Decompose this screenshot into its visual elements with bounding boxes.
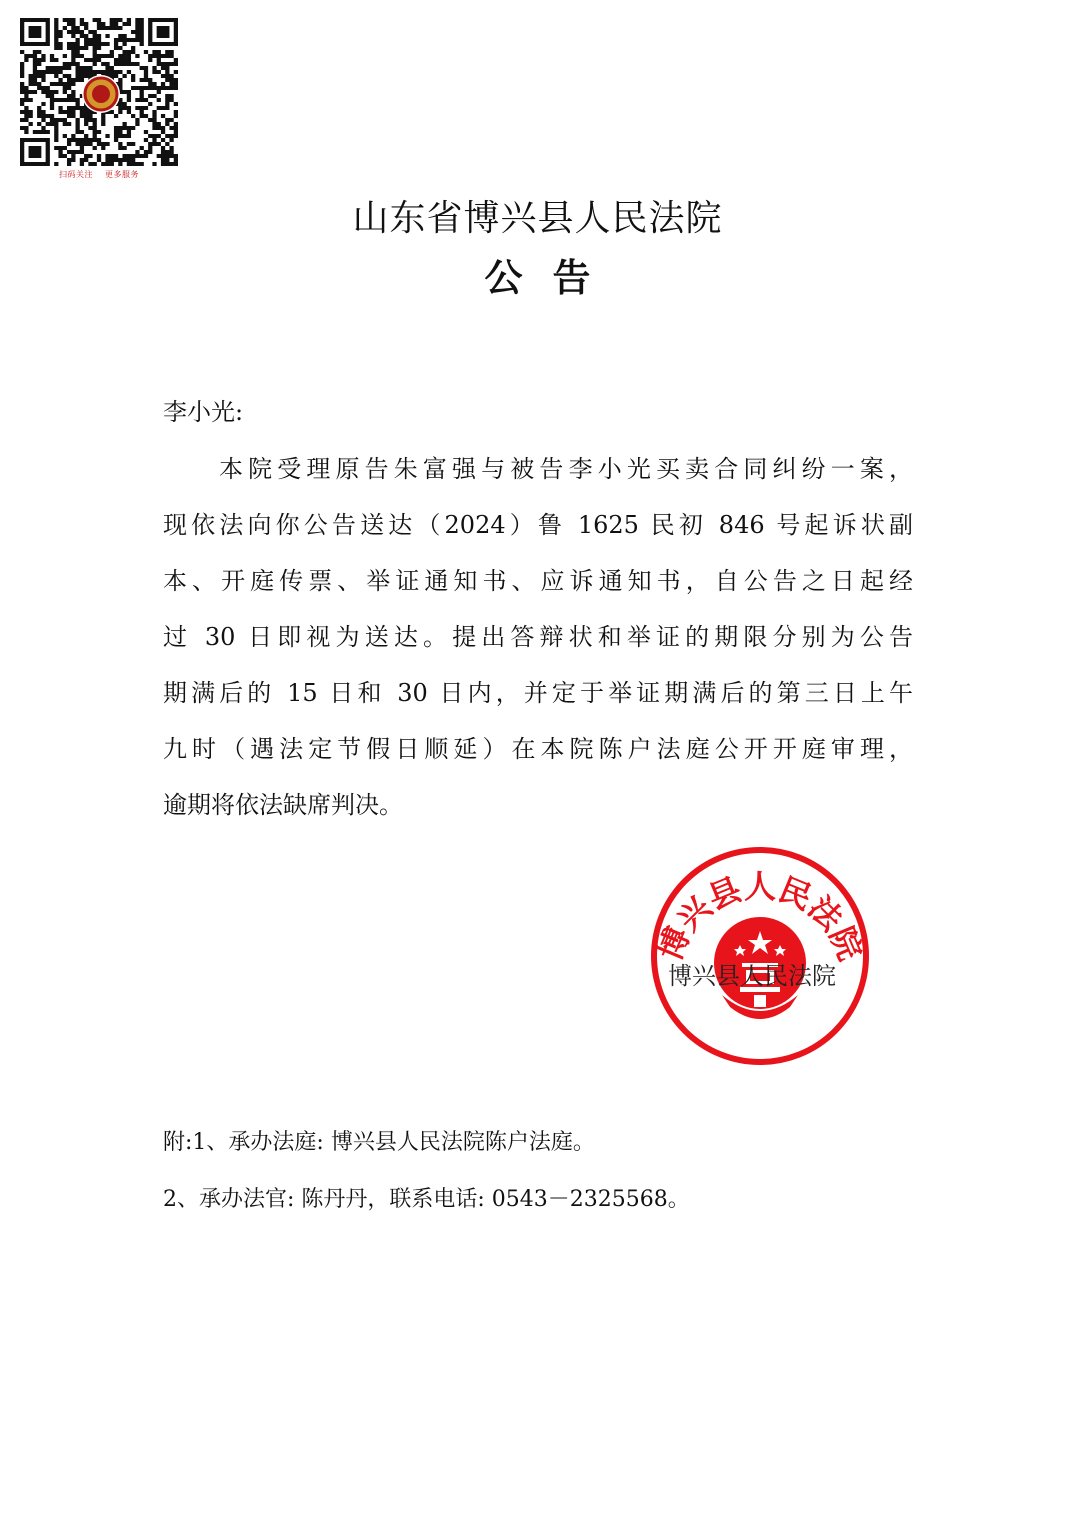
court-name-heading: 山东省博兴县人民法院 [352, 198, 723, 239]
court-emblem-icon [82, 75, 120, 113]
body-line: 本、开庭传票、举证通知书、应诉通知书，自公告之日起经 [163, 567, 913, 595]
attachment-court: 附:1、承办法庭: 博兴县人民法院陈户法庭。 [163, 1130, 595, 1155]
body-line: 逾期将依法缺席判决。 [163, 791, 403, 819]
body-line: 过 30 日即视为送达。提出答辩状和举证的期限分别为公告 [163, 623, 913, 651]
svg-text:博兴县人民法院: 博兴县人民法院 [650, 867, 870, 966]
qr-caption [20, 169, 178, 180]
qr-caption-services: 更多服务 [105, 170, 139, 179]
qr-code-icon[interactable] [20, 18, 178, 166]
title-char-1: 公 [484, 256, 523, 300]
addressee: 李小光: [163, 398, 244, 426]
body-line: 九时（遇法定节假日顺延）在本院陈户法庭公开开庭审理， [163, 735, 913, 763]
issuer-signature: 博兴县人民法院 [668, 962, 836, 990]
title-char-2: 告 [552, 256, 591, 300]
body-line: 本院受理原告朱富强与被告李小光买卖合同纠纷一案， [219, 455, 913, 483]
notice-body [163, 447, 913, 839]
qr-caption-follow: 扫码关注 [59, 170, 93, 179]
body-line: 期满后的 15 日和 30 日内，并定于举证期满后的第三日上午 [163, 679, 913, 707]
attachment-judge: 2、承办法官: 陈丹丹，联系电话: 0543－2325568。 [163, 1187, 690, 1212]
document-title [0, 247, 1075, 302]
qr-code-block [20, 18, 180, 180]
body-line: 现依法向你公告送达（2024）鲁 1625 民初 846 号起诉状副 [163, 511, 913, 539]
